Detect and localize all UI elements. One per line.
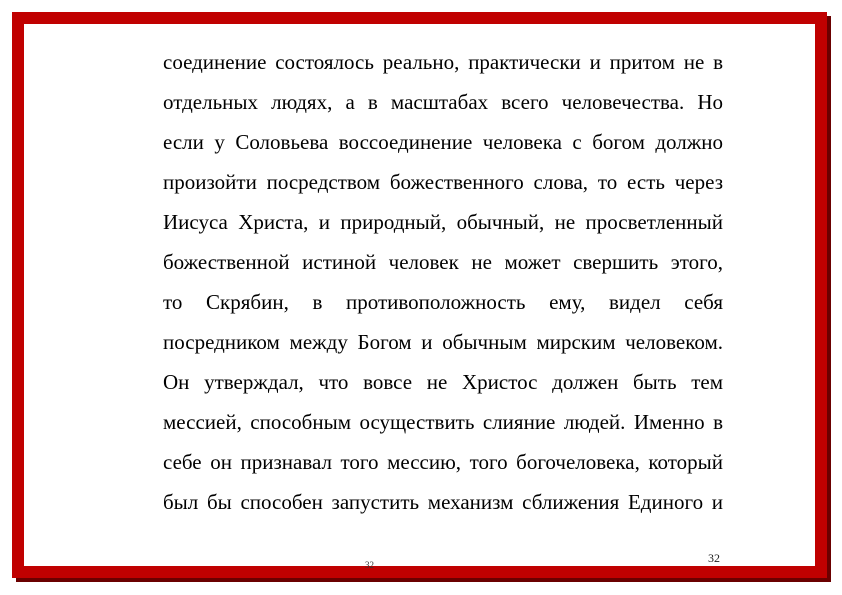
text-line: отдельных людях, а в масштабах всего человечества. Но [163,90,723,114]
page-number: 32 [708,551,720,565]
text-line: был бы способен запустить механизм сближения Единого и [163,490,723,514]
text-line: себе он признавал того мессию, того богочеловека, который [163,450,723,474]
text-line: мессией, способным осуществить слияние людей. Именно в [163,410,723,434]
text-line: если у Соловьева воссоединение человека с богом должно [163,130,723,154]
text-line: посредником между Богом и обычным мирским человеком. [163,330,723,354]
body-text [163,42,723,522]
text-line: Он утверждал, что вовсе не Христос должен быть тем [163,370,723,394]
text-line: то Скрябин, в противоположность ему, видел себя [163,290,723,314]
text-line: божественной истиной человек не может свершить этого, [163,250,723,274]
text-line: произойти посредством божественного слова, то есть через [163,170,723,194]
page-number-small: 32 [365,560,374,570]
text-line: соединение состоялось реально, практически и притом не в [163,50,723,74]
text-line: Иисуса Христа, и природный, обычный, не просветленный [163,210,723,234]
